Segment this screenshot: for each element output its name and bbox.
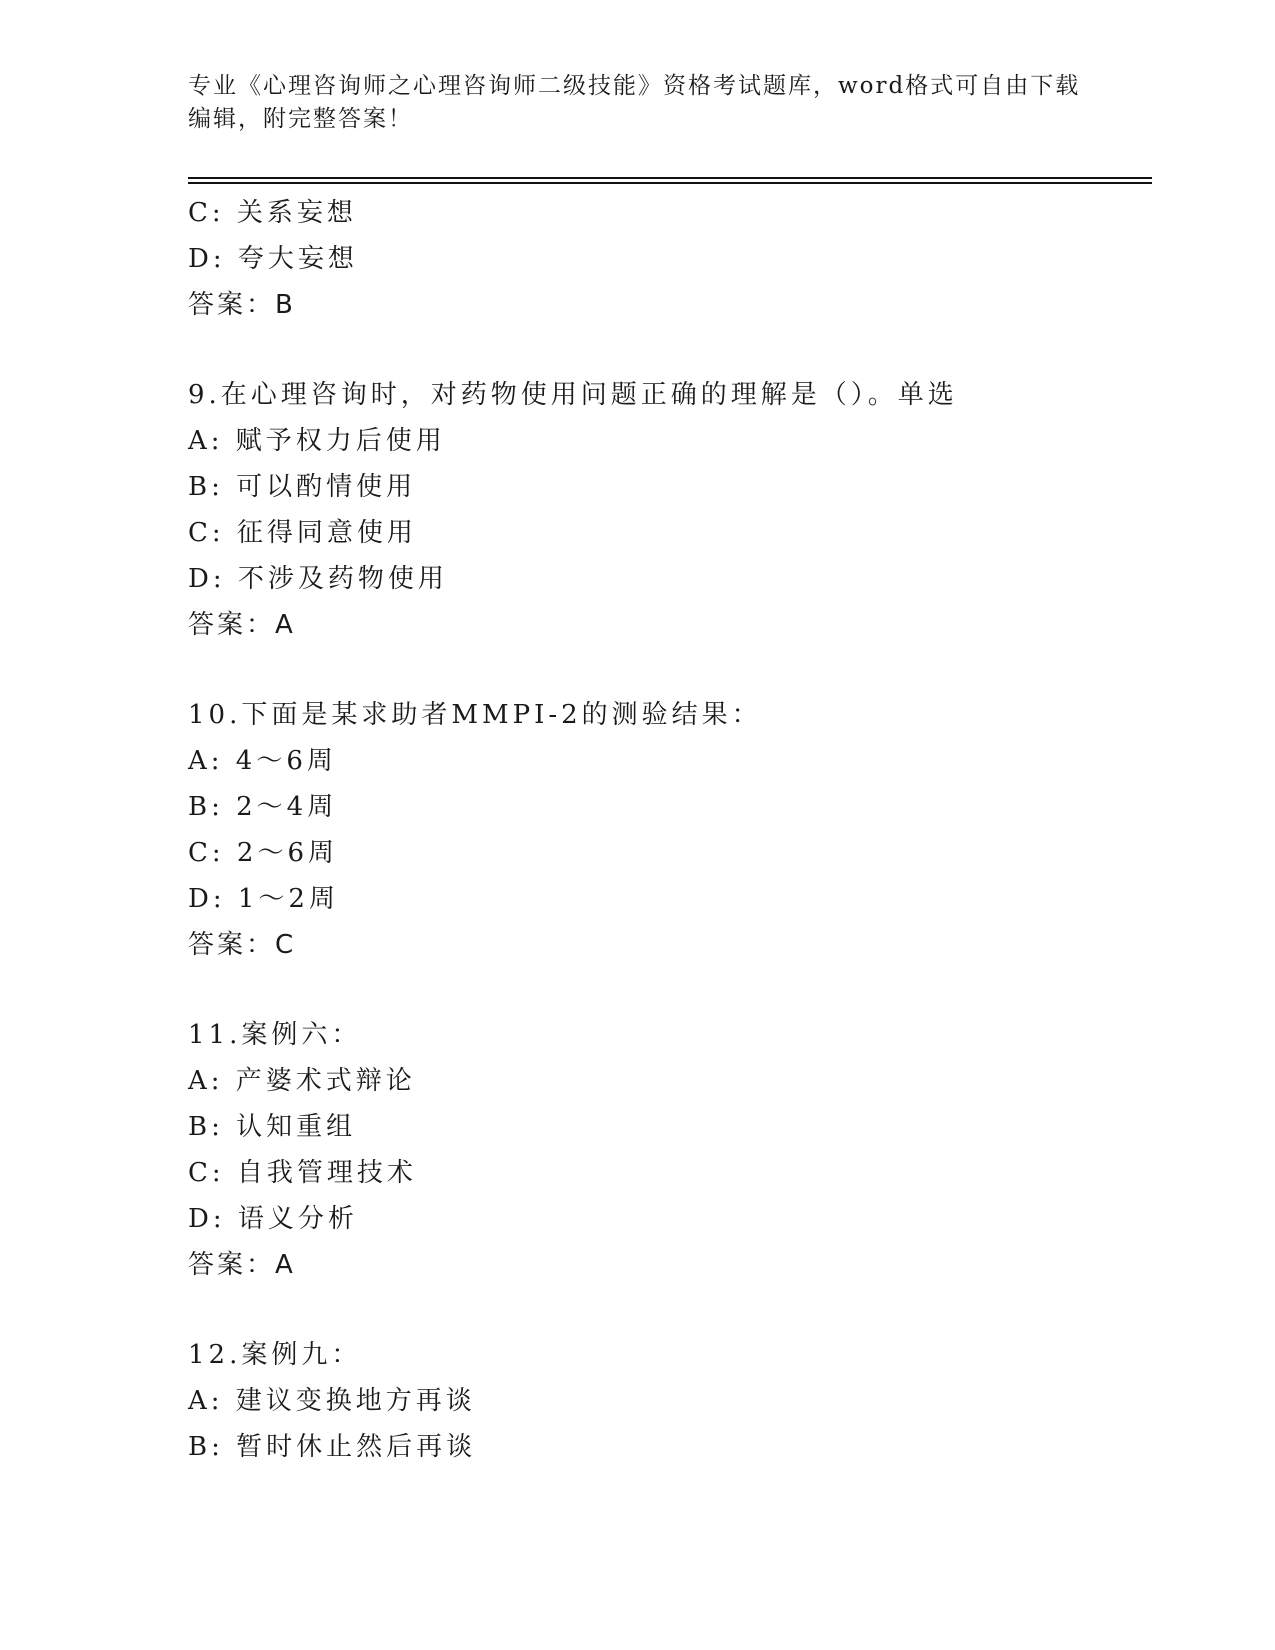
option-d: D: 1～2周: [188, 884, 339, 914]
question-block-12: [188, 1332, 1148, 1470]
header-divider-top: [188, 177, 1152, 179]
option-c: C: 自我管理技术: [188, 1158, 417, 1188]
header-divider-bottom: [188, 182, 1152, 184]
option-c: C: 关系妄想: [188, 198, 357, 228]
question-text: 12.案例九：: [188, 1340, 362, 1370]
document-header: [188, 70, 1081, 136]
answer: 答案：A: [188, 610, 296, 640]
question-text: 9.在心理咨询时，对药物使用问题正确的理解是（）。单选: [188, 380, 958, 410]
header-line-1: 专业《心理咨询师之心理咨询师二级技能》资格考试题库，word格式可自由下载: [188, 73, 1081, 99]
answer: 答案：B: [188, 290, 296, 320]
question-block-10: [188, 692, 1148, 968]
option-a: A: 产婆术式辩论: [188, 1066, 416, 1096]
option-d: D: 夸大妄想: [188, 244, 358, 274]
spacer: [188, 328, 1148, 372]
question-block-11: [188, 1012, 1148, 1288]
option-a: A: 4～6周: [188, 746, 337, 776]
option-d: D: 不涉及药物使用: [188, 564, 448, 594]
question-block-prev: [188, 190, 1148, 328]
option-c: C: 征得同意使用: [188, 518, 417, 548]
option-d: D: 语义分析: [188, 1204, 358, 1234]
option-b: B: 暂时休止然后再谈: [188, 1432, 477, 1462]
spacer: [188, 968, 1148, 1012]
option-a: A: 赋予权力后使用: [188, 426, 446, 456]
option-b: B: 认知重组: [188, 1112, 357, 1142]
answer: 答案：C: [188, 930, 297, 960]
option-b: B: 可以酌情使用: [188, 472, 417, 502]
question-list: [188, 190, 1148, 1470]
question-text: 10.下面是某求助者MMPI-2的测验结果：: [188, 700, 762, 730]
option-c: C: 2～6周: [188, 838, 339, 868]
header-line-2: 编辑，附完整答案！: [188, 106, 413, 132]
option-b: B: 2～4周: [188, 792, 338, 822]
question-text: 11.案例六：: [188, 1020, 362, 1050]
spacer: [188, 1288, 1148, 1332]
option-a: A: 建议变换地方再谈: [188, 1386, 476, 1416]
question-block-9: [188, 372, 1148, 648]
spacer: [188, 648, 1148, 692]
answer: 答案：A: [188, 1250, 296, 1280]
